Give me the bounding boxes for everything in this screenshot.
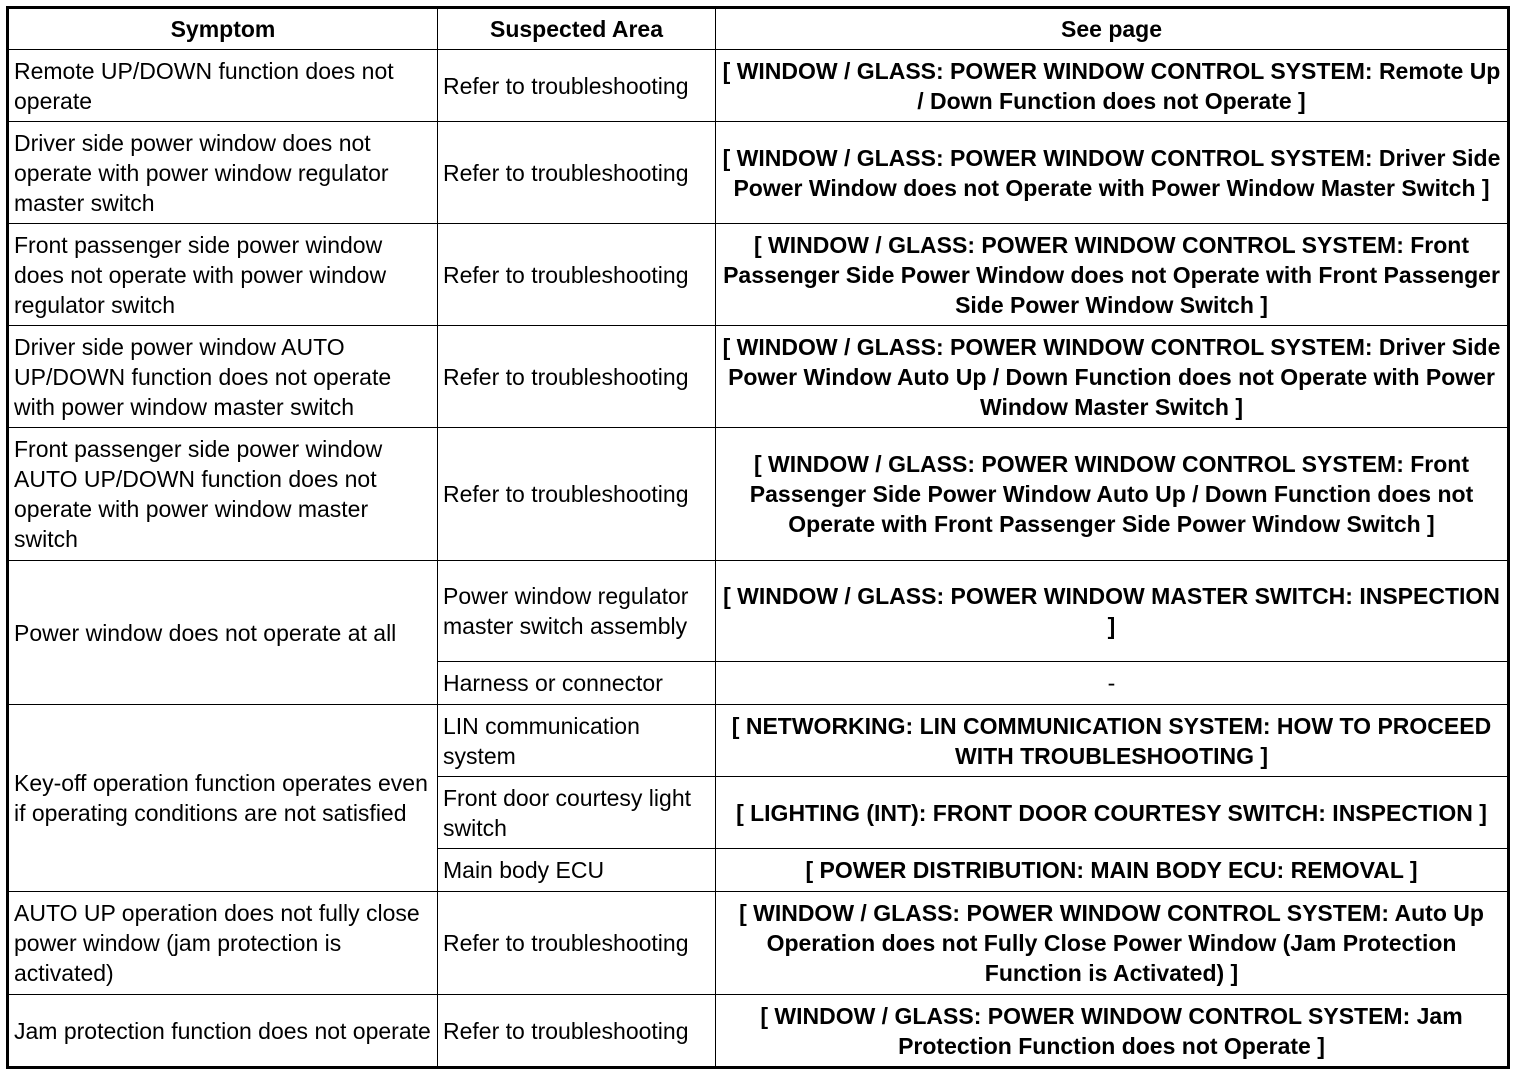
header-symptom: Symptom xyxy=(8,8,438,50)
table-row xyxy=(8,428,1509,561)
suspected-area-cell: Refer to troubleshooting xyxy=(438,122,716,224)
symptom-cell: Key-off operation function operates even if operating conditions are not satisfied xyxy=(8,705,438,892)
see-page-link[interactable]: [ WINDOW / GLASS: POWER WINDOW CONTROL SYSTEM: Auto Up Operation does not Fully Close Power Window (Jam Protection Function is Activated) ] xyxy=(716,892,1509,995)
see-page-link[interactable]: [ LIGHTING (INT): FRONT DOOR COURTESY SWITCH: INSPECTION ] xyxy=(716,777,1509,849)
see-page-link[interactable]: [ WINDOW / GLASS: POWER WINDOW MASTER SWITCH: INSPECTION ] xyxy=(716,561,1509,662)
symptom-cell: Driver side power window does not operate with power window regulator master switch xyxy=(8,122,438,224)
symptom-cell: Driver side power window AUTO UP/DOWN function does not operate with power window master switch xyxy=(8,326,438,428)
table-row xyxy=(8,50,1509,122)
table-row xyxy=(8,561,1509,662)
symptom-cell: Front passenger side power window AUTO UP/DOWN function does not operate with power window master switch xyxy=(8,428,438,561)
header-see-page: See page xyxy=(716,8,1509,50)
table-row xyxy=(8,326,1509,428)
symptom-cell: Power window does not operate at all xyxy=(8,561,438,705)
suspected-area-cell: Front door courtesy light switch xyxy=(438,777,716,849)
see-page-link[interactable]: [ WINDOW / GLASS: POWER WINDOW CONTROL SYSTEM: Driver Side Power Window does not Operate with Power Window Master Switch ] xyxy=(716,122,1509,224)
suspected-area-cell: Refer to troubleshooting xyxy=(438,326,716,428)
see-page-link[interactable]: [ WINDOW / GLASS: POWER WINDOW CONTROL SYSTEM: Remote Up / Down Function does not Operate ] xyxy=(716,50,1509,122)
suspected-area-cell: Refer to troubleshooting xyxy=(438,892,716,995)
see-page-link[interactable]: [ NETWORKING: LIN COMMUNICATION SYSTEM: HOW TO PROCEED WITH TROUBLESHOOTING ] xyxy=(716,705,1509,777)
suspected-area-cell: Power window regulator master switch assembly xyxy=(438,561,716,662)
suspected-area-cell: Refer to troubleshooting xyxy=(438,428,716,561)
suspected-area-cell: Refer to troubleshooting xyxy=(438,50,716,122)
table-row xyxy=(8,995,1509,1068)
troubleshooting-table xyxy=(6,6,1510,1069)
see-page-link[interactable]: [ POWER DISTRIBUTION: MAIN BODY ECU: REMOVAL ] xyxy=(716,849,1509,892)
see-page-link[interactable]: [ WINDOW / GLASS: POWER WINDOW CONTROL SYSTEM: Front Passenger Side Power Window does not Operate with Front Passenger Side Power Window Switch ] xyxy=(716,224,1509,326)
suspected-area-cell: Main body ECU xyxy=(438,849,716,892)
header-row xyxy=(8,8,1509,50)
symptom-cell: Remote UP/DOWN function does not operate xyxy=(8,50,438,122)
see-page-link[interactable]: [ WINDOW / GLASS: POWER WINDOW CONTROL SYSTEM: Driver Side Power Window Auto Up / Down Function does not Operate with Power Window Master Switch ] xyxy=(716,326,1509,428)
see-page-link[interactable]: [ WINDOW / GLASS: POWER WINDOW CONTROL SYSTEM: Front Passenger Side Power Window Auto Up / Down Function does not Operate with Front Passenger Side Power Window Switch ] xyxy=(716,428,1509,561)
suspected-area-cell: Harness or connector xyxy=(438,662,716,705)
suspected-area-cell: LIN communication system xyxy=(438,705,716,777)
header-suspected-area: Suspected Area xyxy=(438,8,716,50)
table-row xyxy=(8,224,1509,326)
table-row xyxy=(8,122,1509,224)
suspected-area-cell: Refer to troubleshooting xyxy=(438,224,716,326)
symptom-cell: AUTO UP operation does not fully close power window (jam protection is activated) xyxy=(8,892,438,995)
see-page-cell: - xyxy=(716,662,1509,705)
table-row xyxy=(8,705,1509,777)
symptom-cell: Jam protection function does not operate xyxy=(8,995,438,1068)
symptom-cell: Front passenger side power window does not operate with power window regulator switch xyxy=(8,224,438,326)
table-row xyxy=(8,892,1509,995)
suspected-area-cell: Refer to troubleshooting xyxy=(438,995,716,1068)
see-page-link[interactable]: [ WINDOW / GLASS: POWER WINDOW CONTROL SYSTEM: Jam Protection Function does not Operate ] xyxy=(716,995,1509,1068)
